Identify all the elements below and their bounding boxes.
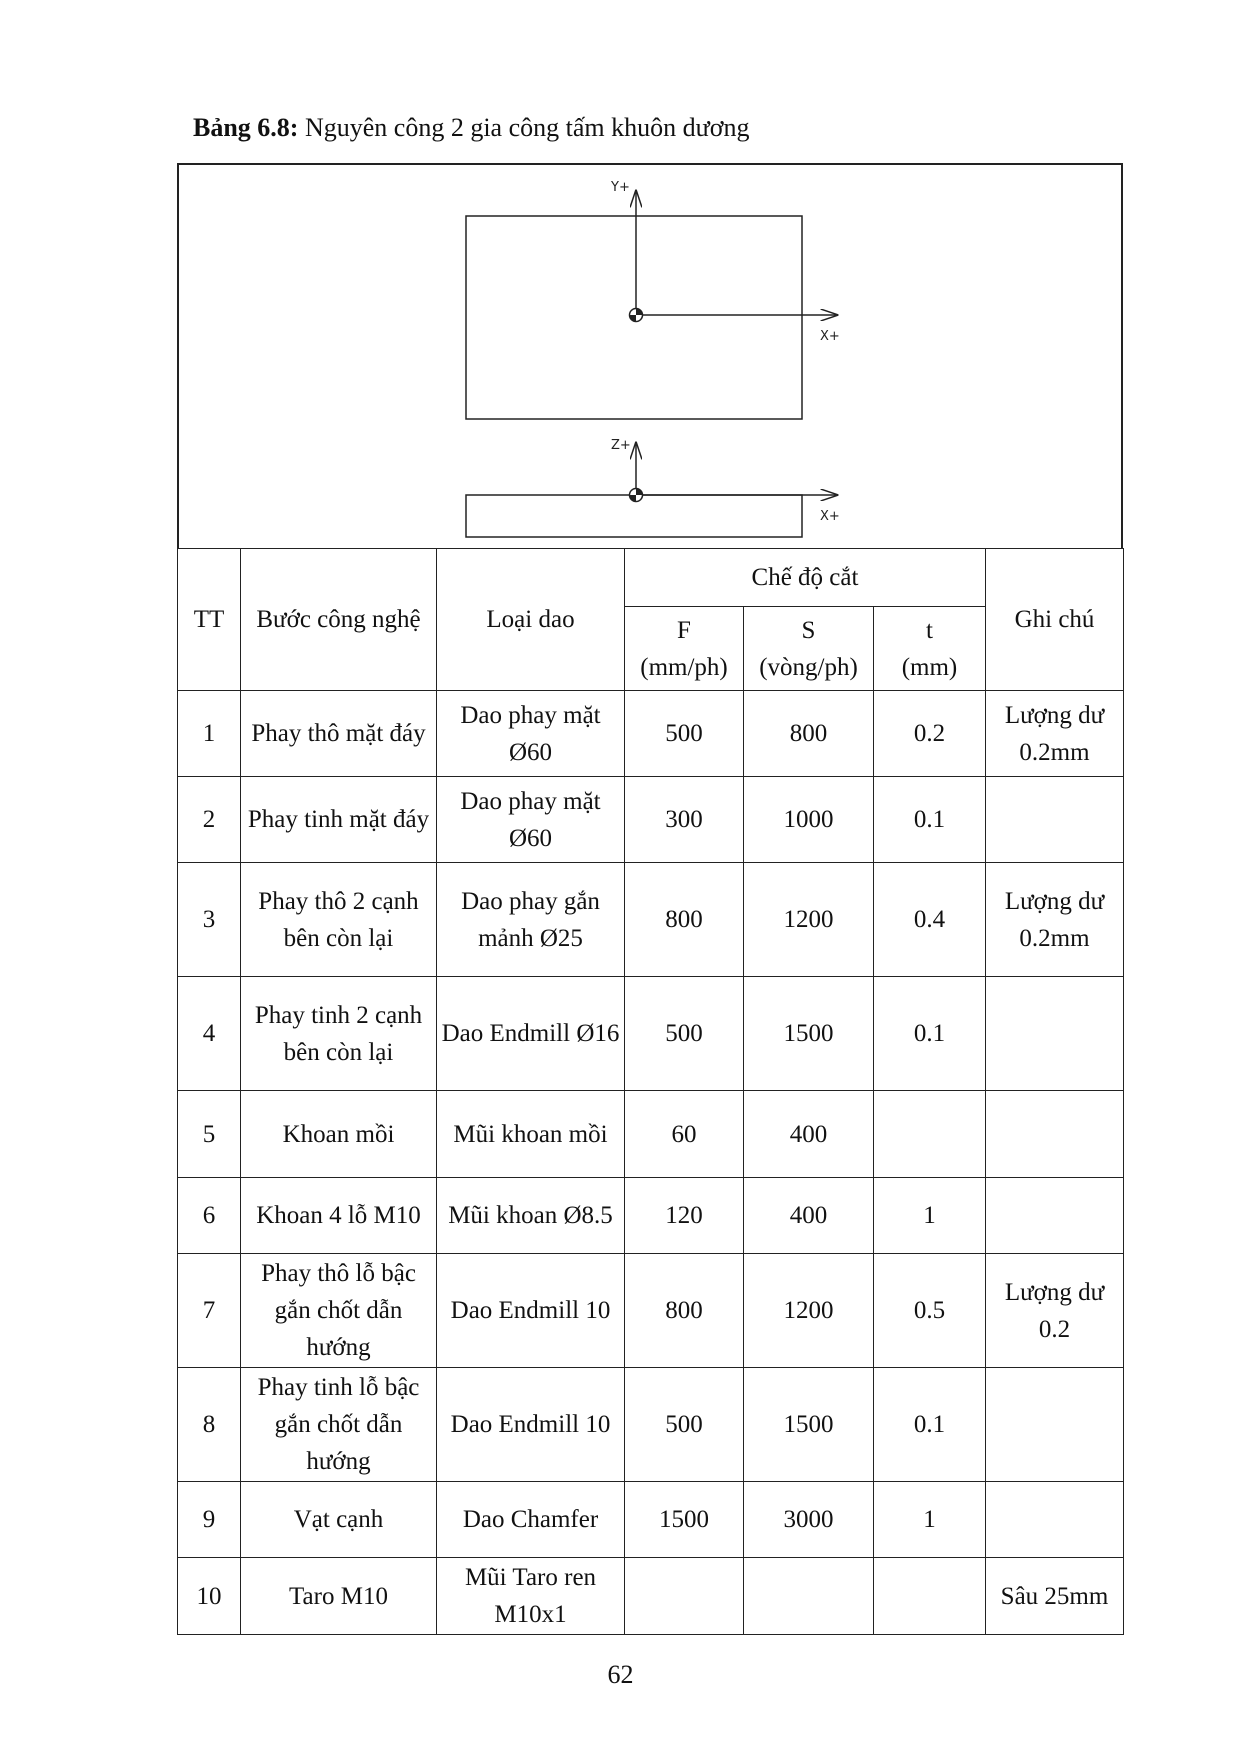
- header-s: [744, 607, 874, 691]
- cell-note: [986, 1368, 1124, 1482]
- cell-tt: 7: [178, 1254, 241, 1368]
- cell-note: Sâu 25mm: [986, 1558, 1124, 1635]
- header-cutting: Chế độ cắt: [625, 549, 986, 607]
- cell-t: 0.1: [874, 1368, 986, 1482]
- cell-t: 0.4: [874, 863, 986, 977]
- cell-t: 1: [874, 1178, 986, 1254]
- cell-step: Khoan 4 lỗ M10: [241, 1178, 437, 1254]
- table-row: [178, 977, 1124, 1091]
- axis-x2-label: X+: [820, 509, 840, 524]
- header-step: Bước công nghệ: [241, 549, 437, 691]
- axis-x-label: X+: [820, 329, 840, 344]
- cell-tool: Dao phay gắn mảnh Ø25: [437, 863, 625, 977]
- cell-s: 3000: [744, 1482, 874, 1558]
- header-tt: TT: [178, 549, 241, 691]
- header-tool: Loại dao: [437, 549, 625, 691]
- cell-tool: Dao phay mặt Ø60: [437, 777, 625, 863]
- cell-tt: 10: [178, 1558, 241, 1635]
- table-row: [178, 1558, 1124, 1635]
- caption-label: Bảng 6.8:: [193, 113, 299, 142]
- cell-t: 0.1: [874, 977, 986, 1091]
- cell-t: [874, 1091, 986, 1178]
- header-t-symbol: t: [926, 616, 933, 644]
- cell-t: 0.1: [874, 777, 986, 863]
- page-number: 62: [607, 1660, 634, 1689]
- cell-t: 0.2: [874, 691, 986, 777]
- header-f-symbol: F: [677, 616, 691, 644]
- cell-tt: 2: [178, 777, 241, 863]
- setup-figure: [177, 163, 1123, 548]
- cell-note: [986, 1091, 1124, 1178]
- cell-f: 1500: [625, 1482, 744, 1558]
- cell-note: Lượng dư 0.2mm: [986, 691, 1124, 777]
- cell-s: 1500: [744, 1368, 874, 1482]
- table-caption: [193, 113, 749, 143]
- cell-step: Phay tinh mặt đáy: [241, 777, 437, 863]
- cell-t: 0.5: [874, 1254, 986, 1368]
- header-f-unit: (mm/ph): [640, 653, 728, 681]
- table-row: [178, 863, 1124, 977]
- cell-step: Phay tinh 2 cạnh bên còn lại: [241, 977, 437, 1091]
- origin-marker-side: [630, 489, 643, 502]
- header-s-unit: (vòng/ph): [759, 653, 858, 681]
- cell-step: Khoan mồi: [241, 1091, 437, 1178]
- cell-step: Phay thô mặt đáy: [241, 691, 437, 777]
- cell-f: 300: [625, 777, 744, 863]
- header-s-symbol: S: [801, 616, 816, 644]
- cell-f: 120: [625, 1178, 744, 1254]
- cell-tool: Mũi Taro ren M10x1: [437, 1558, 625, 1635]
- table-row: [178, 1482, 1124, 1558]
- cell-step: Phay thô lỗ bậc gắn chốt dẫn hướng: [241, 1254, 437, 1368]
- cell-f: 800: [625, 863, 744, 977]
- cell-s: 400: [744, 1091, 874, 1178]
- cell-s: 1200: [744, 1254, 874, 1368]
- cell-t: [874, 1558, 986, 1635]
- cell-s: 1500: [744, 977, 874, 1091]
- cell-tool: Dao phay mặt Ø60: [437, 691, 625, 777]
- table-row: [178, 1368, 1124, 1482]
- cell-note: Lượng dư 0.2mm: [986, 863, 1124, 977]
- table-row: [178, 777, 1124, 863]
- cell-tt: 4: [178, 977, 241, 1091]
- cell-tool: Dao Endmill Ø16: [437, 977, 625, 1091]
- cell-s: 800: [744, 691, 874, 777]
- cell-note: [986, 1178, 1124, 1254]
- cell-tool: Dao Chamfer: [437, 1482, 625, 1558]
- cell-note: [986, 977, 1124, 1091]
- cell-tool: Dao Endmill 10: [437, 1368, 625, 1482]
- cell-note: Lượng dư 0.2: [986, 1254, 1124, 1368]
- cell-tt: 6: [178, 1178, 241, 1254]
- cell-f: [625, 1558, 744, 1635]
- header-t-unit: (mm): [901, 653, 958, 681]
- cell-tool: Mũi khoan mồi: [437, 1091, 625, 1178]
- table-row: [178, 1091, 1124, 1178]
- cell-f: 60: [625, 1091, 744, 1178]
- axis-z-label: Z+: [611, 438, 631, 453]
- cell-f: 500: [625, 1368, 744, 1482]
- cell-s: 1200: [744, 863, 874, 977]
- cell-tt: 3: [178, 863, 241, 977]
- cell-tt: 1: [178, 691, 241, 777]
- cell-step: Vạt cạnh: [241, 1482, 437, 1558]
- cell-tt: 5: [178, 1091, 241, 1178]
- caption-text: Nguyên công 2 gia công tấm khuôn dương: [298, 113, 750, 142]
- cell-tt: 8: [178, 1368, 241, 1482]
- cell-f: 500: [625, 977, 744, 1091]
- cell-tt: 9: [178, 1482, 241, 1558]
- cell-step: Phay thô 2 cạnh bên còn lại: [241, 863, 437, 977]
- cell-tool: Dao Endmill 10: [437, 1254, 625, 1368]
- table-row: [178, 691, 1124, 777]
- cell-t: 1: [874, 1482, 986, 1558]
- cell-f: 500: [625, 691, 744, 777]
- cell-step: Taro M10: [241, 1558, 437, 1635]
- axis-y-label: Y+: [611, 180, 630, 195]
- cell-note: [986, 777, 1124, 863]
- cell-tool: Mũi khoan Ø8.5: [437, 1178, 625, 1254]
- table-row: [178, 1178, 1124, 1254]
- cell-s: 400: [744, 1178, 874, 1254]
- table-row: [178, 1254, 1124, 1368]
- origin-marker-top: [630, 309, 643, 322]
- header-note: Ghi chú: [986, 549, 1124, 691]
- cell-step: Phay tinh lỗ bậc gắn chốt dẫn hướng: [241, 1368, 437, 1482]
- workpiece-diagram: [179, 165, 1125, 550]
- cell-f: 800: [625, 1254, 744, 1368]
- cell-s: 1000: [744, 777, 874, 863]
- header-f: [625, 607, 744, 691]
- header-t: [874, 607, 986, 691]
- cell-note: [986, 1482, 1124, 1558]
- process-table: [177, 548, 1124, 1635]
- cell-s: [744, 1558, 874, 1635]
